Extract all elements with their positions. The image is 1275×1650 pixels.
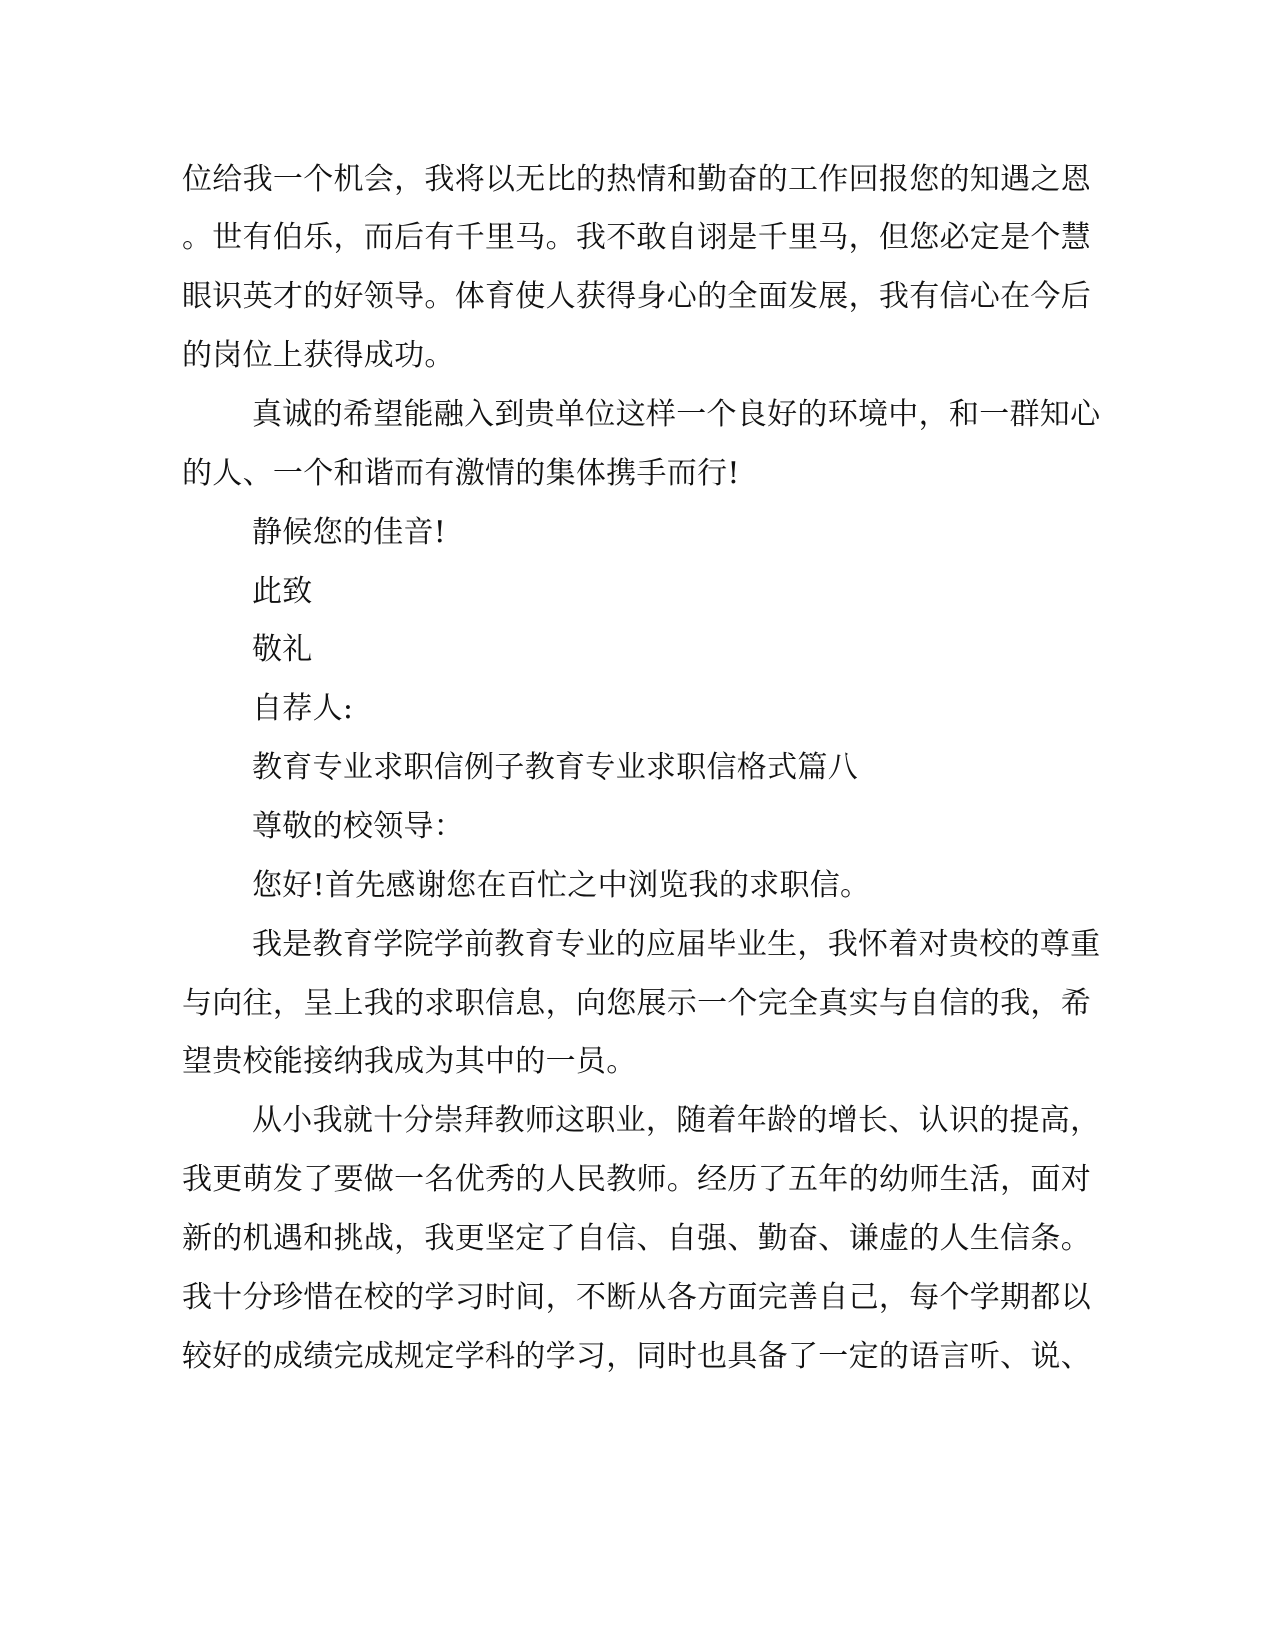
text-line: 。世有伯乐，而后有千里马。我不敢自诩是千里马，但您必定是个慧 — [182, 220, 1091, 255]
paragraph-first-line: 我是教育学院学前教育专业的应届毕业生，我怀着对贵校的尊重 — [252, 927, 1101, 962]
section-title: 教育专业求职信例子教育专业求职信格式篇八 — [252, 750, 858, 785]
text-line: 较好的成绩完成规定学科的学习，同时也具备了一定的语言听、说、 — [182, 1339, 1091, 1374]
text-line: 我更萌发了要做一名优秀的人民教师。经历了五年的幼师生活，面对 — [182, 1162, 1091, 1197]
text-line: 的岗位上获得成功。 — [182, 338, 455, 373]
salutation-cizhi: 此致 — [252, 574, 313, 609]
text-line: 我十分珍惜在校的学习时间，不断从各方面完善自己，每个学期都以 — [182, 1280, 1091, 1315]
text-line: 与向往，呈上我的求职信息，向您展示一个完全真实与自信的我，希 — [182, 986, 1091, 1021]
text-line: 望贵校能接纳我成为其中的一员。 — [182, 1044, 637, 1079]
paragraph-first-line: 真诚的希望能融入到贵单位这样一个良好的环境中，和一群知心 — [252, 397, 1101, 432]
closing-line: 静候您的佳音! — [252, 515, 447, 550]
letter-opening: 您好!首先感谢您在百忙之中浏览我的求职信。 — [252, 868, 871, 903]
text-line: 新的机遇和挑战，我更坚定了自信、自强、勤奋、谦虚的人生信条。 — [182, 1221, 1091, 1256]
salutation-jingli: 敬礼 — [252, 632, 313, 667]
text-line: 的人、一个和谐而有激情的集体携手而行! — [182, 456, 740, 491]
text-line: 位给我一个机会，我将以无比的热情和勤奋的工作回报您的知遇之恩 — [182, 162, 1091, 197]
paragraph-first-line: 从小我就十分崇拜教师这职业，随着年龄的增长、认识的提高， — [252, 1103, 1101, 1138]
letter-greeting: 尊敬的校领导： — [252, 809, 465, 844]
signature-label: 自荐人: — [252, 691, 354, 726]
text-line: 眼识英才的好领导。体育使人获得身心的全面发展，我有信心在今后 — [182, 279, 1091, 314]
